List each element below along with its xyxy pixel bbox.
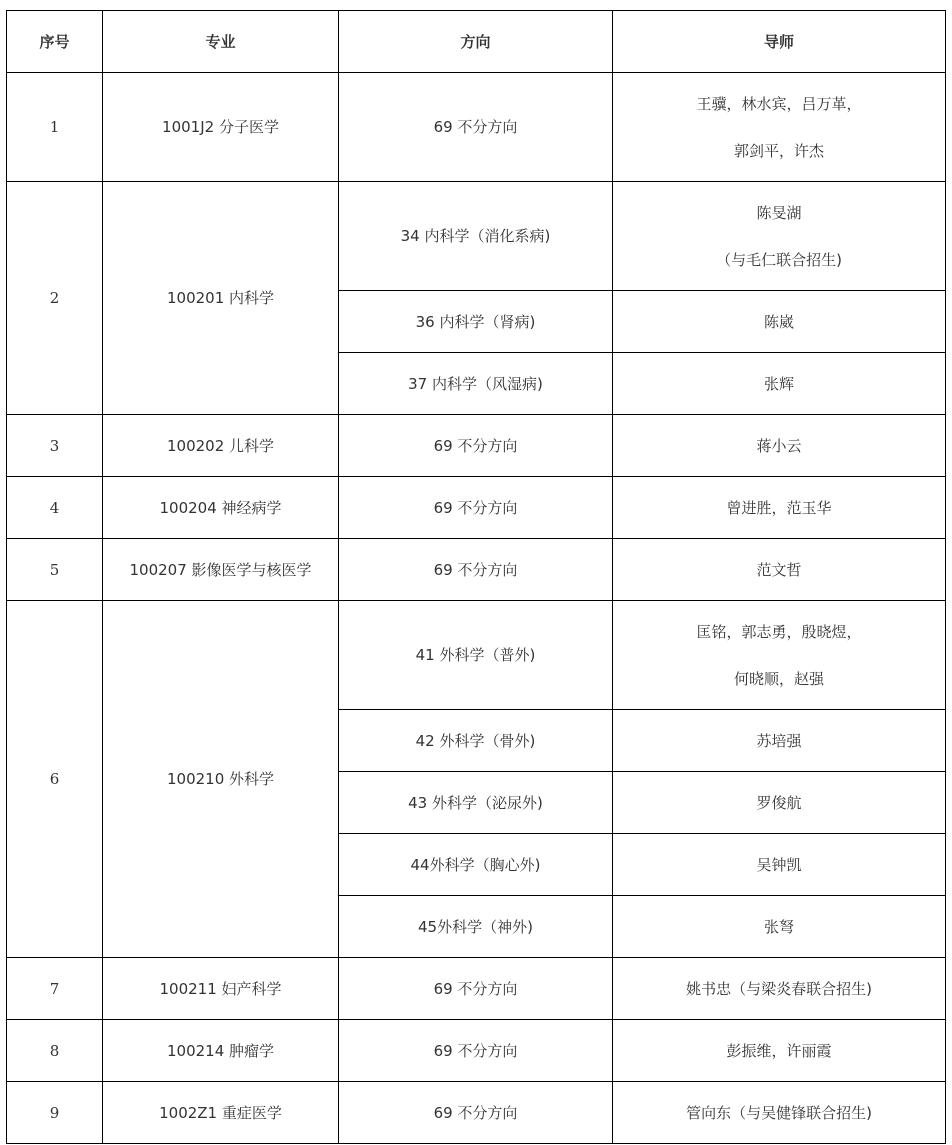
row-number: 1 <box>7 73 103 182</box>
advisor-line: 王骥，林水宾，吕万革， <box>696 94 862 113</box>
table-row <box>7 73 946 182</box>
row-number: 5 <box>7 539 103 601</box>
table-row <box>7 477 946 539</box>
direction-cell: 41 外科学（普外) <box>339 601 613 710</box>
advisor-cell: 彭振维，许丽霞 <box>613 1020 946 1082</box>
table-row <box>7 182 946 291</box>
header-major: 专业 <box>103 11 339 73</box>
row-number: 9 <box>7 1082 103 1144</box>
row-number: 2 <box>7 182 103 415</box>
table-row <box>7 1082 946 1144</box>
direction-cell: 69 不分方向 <box>339 1020 613 1082</box>
advisor-cell <box>613 182 946 291</box>
direction-cell: 42 外科学（骨外) <box>339 710 613 772</box>
advisor-cell: 范文哲 <box>613 539 946 601</box>
direction-cell: 37 内科学（风湿病) <box>339 353 613 415</box>
direction-cell: 69 不分方向 <box>339 73 613 182</box>
major-cell: 100211 妇产科学 <box>103 958 339 1020</box>
major-cell: 100210 外科学 <box>103 601 339 958</box>
row-number: 8 <box>7 1020 103 1082</box>
advisor-cell: 陈崴 <box>613 291 946 353</box>
advisor-cell: 曾进胜，范玉华 <box>613 477 946 539</box>
direction-cell: 45外科学（神外) <box>339 896 613 958</box>
direction-cell: 69 不分方向 <box>339 539 613 601</box>
direction-cell: 34 内科学（消化系病) <box>339 182 613 291</box>
advisor-cell: 蒋小云 <box>613 415 946 477</box>
direction-cell: 69 不分方向 <box>339 477 613 539</box>
direction-cell: 44外科学（胸心外) <box>339 834 613 896</box>
major-cell: 100204 神经病学 <box>103 477 339 539</box>
major-cell: 100207 影像医学与核医学 <box>103 539 339 601</box>
advisor-cell: 张辉 <box>613 353 946 415</box>
advisor-cell: 吴钟凯 <box>613 834 946 896</box>
direction-cell: 43 外科学（泌尿外) <box>339 772 613 834</box>
direction-cell: 69 不分方向 <box>339 1082 613 1144</box>
row-number: 6 <box>7 601 103 958</box>
row-number: 3 <box>7 415 103 477</box>
direction-cell: 69 不分方向 <box>339 415 613 477</box>
direction-cell: 36 内科学（肾病) <box>339 291 613 353</box>
header-no: 序号 <box>7 11 103 73</box>
table-row <box>7 958 946 1020</box>
table-row <box>7 539 946 601</box>
advisor-cell <box>613 73 946 182</box>
table-row <box>7 1020 946 1082</box>
header-advisor: 导师 <box>613 11 946 73</box>
advisor-cell: 苏培强 <box>613 710 946 772</box>
advisor-line: （与毛仁联合招生) <box>716 250 842 269</box>
table-row <box>7 601 946 710</box>
advisor-line: 匡铭，郭志勇，殷晓煜， <box>696 622 862 641</box>
advisor-cell: 姚书忠（与梁炎春联合招生) <box>613 958 946 1020</box>
row-number: 4 <box>7 477 103 539</box>
direction-cell: 69 不分方向 <box>339 958 613 1020</box>
advisor-line: 陈旻湖 <box>756 203 802 222</box>
program-advisor-table <box>6 10 946 1144</box>
advisor-cell: 管向东（与吴健锋联合招生) <box>613 1082 946 1144</box>
major-cell: 1001J2 分子医学 <box>103 73 339 182</box>
program-advisor-table-container <box>6 10 945 1144</box>
advisor-cell: 罗俊航 <box>613 772 946 834</box>
table-row <box>7 415 946 477</box>
major-cell: 100201 内科学 <box>103 182 339 415</box>
advisor-cell: 张弩 <box>613 896 946 958</box>
major-cell: 100202 儿科学 <box>103 415 339 477</box>
major-cell: 100214 肿瘤学 <box>103 1020 339 1082</box>
major-cell: 1002Z1 重症医学 <box>103 1082 339 1144</box>
row-number: 7 <box>7 958 103 1020</box>
advisor-cell <box>613 601 946 710</box>
advisor-line: 郭剑平，许杰 <box>733 141 824 160</box>
header-direction: 方向 <box>339 11 613 73</box>
advisor-line: 何晓顺，赵强 <box>733 669 824 688</box>
table-header-row <box>7 11 946 73</box>
